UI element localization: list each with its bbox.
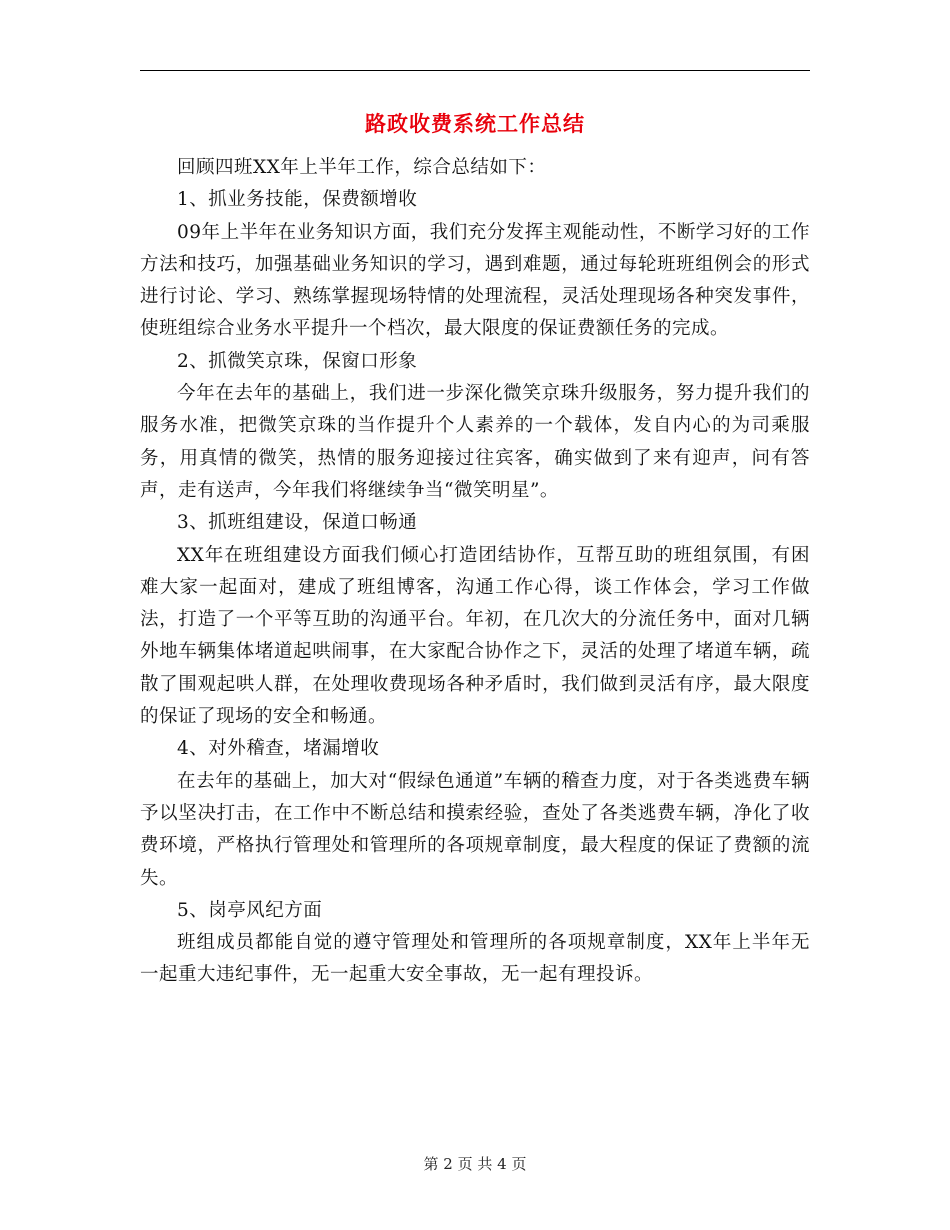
intro-paragraph: 回顾四班XX年上半年工作，综合总结如下： <box>177 157 547 178</box>
section-heading-4: 4、对外稽查，堵漏增收 <box>177 738 380 760</box>
document-title: 路政收费系统工作总结 <box>365 111 585 136</box>
page-number-footer: 第 2 页 共 4 页 <box>423 1155 527 1173</box>
section-heading-3: 3、抓班组建设，保道口畅通 <box>177 512 418 534</box>
section-paragraph-4: 在去年的基础上，加大对“假绿色通道”车辆的稽查力度，对于各类逃费车辆予以坚决打击，在工作中不断总结和摸索经验，查处了各类逃费车辆，净化了收费环境，严格执行管理处和管理所的各项规章制度，最大程度的保证了费额的流失。 <box>140 770 810 889</box>
section-heading-1: 1、抓业务技能，保费额增收 <box>177 189 418 211</box>
section-paragraph-3: XX年在班组建设方面我们倾心打造团结协作，互帮互助的班组氛围，有困难大家一起面对，建成了班组博客，沟通工作心得，谈工作体会，学习工作做法，打造了一个平等互助的沟通平台。年初，在几次大的分流任务中，面对几辆外地车辆集体堵道起哄闹事，在大家配合协作之下，灵活的处理了堵道车辆，疏散了围观起哄人群，在处理收费现场各种矛盾时，我们做到灵活有序，最大限度的保证了现场的安全和畅通。 <box>140 544 810 728</box>
header-rule <box>140 70 810 71</box>
section-heading-5: 5、岗亭风纪方面 <box>177 899 323 921</box>
section-paragraph-5: 班组成员都能自觉的遵守管理处和管理所的各项规章制度，XX年上半年无一起重大违纪事件，无一起重大安全事故，无一起有理投诉。 <box>140 932 810 986</box>
section-paragraph-1: 09年上半年在业务知识方面，我们充分发挥主观能动性，不断学习好的工作方法和技巧，加强基础业务知识的学习，遇到难题，通过每轮班班组例会的形式进行讨论、学习、熟练掌握现场特情的处理流程，灵活处理现场各种突发事件，使班组综合业务水平提升一个档次，最大限度的保证费额任务的完成。 <box>140 221 810 340</box>
document-body <box>140 152 810 992</box>
section-paragraph-2: 今年在去年的基础上，我们进一步深化微笑京珠升级服务，努力提升我们的服务水准，把微笑京珠的当作提升个人素养的一个载体，发自内心的为司乘服务，用真情的微笑，热情的服务迎接过往宾客，确实做到了来有迎声，问有答声，走有送声，今年我们将继续争当“微笑明星”。 <box>140 383 810 501</box>
section-heading-2: 2、抓微笑京珠，保窗口形象 <box>177 350 418 372</box>
